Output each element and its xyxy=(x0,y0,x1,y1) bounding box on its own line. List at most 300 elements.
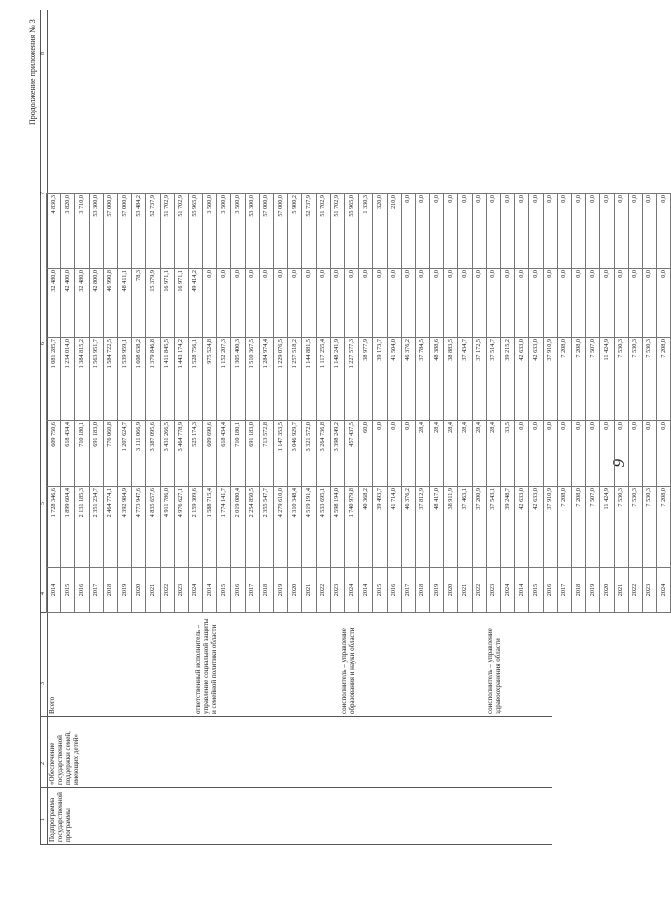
amount-cell: 60,0 xyxy=(359,421,373,487)
amount-cell: 0,0 xyxy=(529,194,543,269)
year-cell: 2020 xyxy=(288,568,302,613)
amount-cell: 51 702,9 xyxy=(330,194,344,269)
table-row xyxy=(515,194,529,613)
amount-cell: 53 300,0 xyxy=(89,194,103,269)
amount-cell: 0,0 xyxy=(628,421,642,487)
amount-cell: 0,0 xyxy=(642,269,656,338)
amount-cell: 0,0 xyxy=(529,269,543,338)
year-cell: 2015 xyxy=(61,568,75,613)
year-cell: 2024 xyxy=(501,568,515,613)
amount-cell: 3 264 736,8 xyxy=(316,421,330,487)
amount-cell: 776 060,8 xyxy=(103,421,117,487)
amount-cell: 48 411,1 xyxy=(117,269,131,338)
amount-cell: 1 330,3 xyxy=(359,194,373,269)
amount-cell: 1 728 346,6 xyxy=(47,487,61,568)
amount-cell: 0,0 xyxy=(543,421,557,487)
table-row xyxy=(586,194,600,613)
amount-cell: 0,0 xyxy=(628,269,642,338)
amount-cell: 0,0 xyxy=(472,269,486,338)
amount-cell: 0,0 xyxy=(571,421,585,487)
year-cell: 2019 xyxy=(274,568,288,613)
amount-cell: 4 392 984,9 xyxy=(117,487,131,568)
amount-cell: 0,0 xyxy=(600,421,614,487)
amount-cell: 1 899 604,4 xyxy=(61,487,75,568)
amount-cell: 7 530,3 xyxy=(642,338,656,421)
amount-cell: 37 812,9 xyxy=(415,487,429,568)
amount-cell: 0,0 xyxy=(501,269,515,338)
year-cell: 2020 xyxy=(132,568,146,613)
total-label: Всего xyxy=(48,696,56,714)
table-row xyxy=(217,194,231,613)
year-cell: 2017 xyxy=(89,568,103,613)
amount-cell: 11 424,9 xyxy=(600,338,614,421)
amount-cell: 42 800,0 xyxy=(89,269,103,338)
table-row xyxy=(203,194,217,613)
year-cell: 2014 xyxy=(47,568,61,613)
amount-cell: 7 530,3 xyxy=(642,487,656,568)
year-cell: 2017 xyxy=(245,568,259,613)
year-cell: 2023 xyxy=(642,568,656,613)
year-cell: 2022 xyxy=(160,568,174,613)
amount-cell: 1 528 756,1 xyxy=(188,338,202,421)
amount-cell: 41 714,0 xyxy=(387,487,401,568)
amount-cell: 7 530,3 xyxy=(614,338,628,421)
page-number: 6 xyxy=(609,458,628,467)
amount-cell: 39 215,2 xyxy=(501,338,515,421)
amount-cell: 609 690,6 xyxy=(203,421,217,487)
year-cell: 2023 xyxy=(174,568,188,613)
amount-cell: 0,0 xyxy=(642,421,656,487)
amount-cell: 37 514,7 xyxy=(486,338,500,421)
amount-cell: 3 111 066,9 xyxy=(132,421,146,487)
amount-cell: 7 530,3 xyxy=(614,487,628,568)
amount-cell: 710 180,1 xyxy=(231,421,245,487)
amount-cell: 7 507,0 xyxy=(586,487,600,568)
amount-cell: 37 543,1 xyxy=(486,487,500,568)
year-cell: 2018 xyxy=(259,568,273,613)
year-cell: 2014 xyxy=(359,568,373,613)
amount-cell: 7 208,0 xyxy=(571,487,585,568)
table-row xyxy=(600,194,614,613)
amount-cell: 0,0 xyxy=(203,269,217,338)
table-row xyxy=(288,194,302,613)
table-row xyxy=(529,194,543,613)
amount-cell: 41 504,0 xyxy=(387,338,401,421)
amount-cell: 0,0 xyxy=(458,194,472,269)
amount-cell: 3 431 266,5 xyxy=(160,421,174,487)
year-cell: 2015 xyxy=(529,568,543,613)
column-number: 1 xyxy=(40,818,46,821)
table-row xyxy=(430,194,444,613)
amount-cell: 0,0 xyxy=(415,194,429,269)
amount-cell: 0,0 xyxy=(472,194,486,269)
amount-cell: 51 702,9 xyxy=(160,194,174,269)
amount-cell: 4 835 657,6 xyxy=(146,487,160,568)
amount-cell: 2 019 080,4 xyxy=(231,487,245,568)
amount-cell: 57 000,0 xyxy=(274,194,288,269)
amount-cell: 1 588 715,4 xyxy=(203,487,217,568)
column-number: 7 xyxy=(40,192,46,195)
amount-cell: 609 750,6 xyxy=(47,421,61,487)
amount-cell: 1 411 845,5 xyxy=(160,338,174,421)
year-cell: 2019 xyxy=(430,568,444,613)
year-cell: 2021 xyxy=(458,568,472,613)
amount-cell: 2 131 185,3 xyxy=(75,487,89,568)
amount-cell: 28,4 xyxy=(444,421,458,487)
amount-cell: 7 507,0 xyxy=(586,338,600,421)
amount-cell: 1 081 285,7 xyxy=(47,338,61,421)
table-row xyxy=(373,194,387,613)
amount-cell: 618 434,4 xyxy=(61,421,75,487)
amount-cell: 37 434,7 xyxy=(458,338,472,421)
amount-cell: 38 911,9 xyxy=(444,487,458,568)
amount-cell: 0,0 xyxy=(245,269,259,338)
amount-cell: 38 883,5 xyxy=(444,338,458,421)
table-row xyxy=(387,194,401,613)
amount-cell: 40 368,2 xyxy=(359,487,373,568)
amount-cell: 42 633,0 xyxy=(529,338,543,421)
amount-cell: 7 208,0 xyxy=(557,338,571,421)
year-cell: 2021 xyxy=(614,568,628,613)
amount-cell: 0,0 xyxy=(571,194,585,269)
amount-cell: 39 173,7 xyxy=(373,338,387,421)
amount-cell: 57 000,0 xyxy=(259,194,273,269)
amount-cell: 320,0 xyxy=(373,194,387,269)
amount-cell: 5 900,2 xyxy=(288,194,302,269)
amount-cell: 1 740 979,8 xyxy=(344,487,358,568)
amount-cell: 0,0 xyxy=(614,421,628,487)
year-cell: 2014 xyxy=(515,568,529,613)
amount-cell: 1 234 014,0 xyxy=(61,338,75,421)
amount-cell: 1 148 241,9 xyxy=(330,338,344,421)
amount-cell: 0,0 xyxy=(288,269,302,338)
amount-cell: 48 417,0 xyxy=(430,487,444,568)
amount-cell: 0,0 xyxy=(330,269,344,338)
amount-cell: 525 174,3 xyxy=(188,421,202,487)
amount-cell: 1 147 353,5 xyxy=(274,421,288,487)
amount-cell: 0,0 xyxy=(415,269,429,338)
year-cell: 2021 xyxy=(146,568,160,613)
amount-cell: 0,0 xyxy=(387,269,401,338)
appendix-label: Продолжение приложения № 3 xyxy=(28,19,37,125)
amount-cell: 55 965,0 xyxy=(188,194,202,269)
subprogram-title: «Обеспечение государственной поддержки семей, имеющих детей» xyxy=(48,731,80,785)
amount-cell: 0,0 xyxy=(401,269,415,338)
amount-cell: 3 710,0 xyxy=(75,194,89,269)
coexecutor-education-label: соисполнитель – управление образования и науки области xyxy=(340,627,356,714)
amount-cell: 0,0 xyxy=(430,194,444,269)
amount-cell: 1 305 400,3 xyxy=(231,338,245,421)
table-row xyxy=(245,194,259,613)
amount-cell: 0,0 xyxy=(557,421,571,487)
amount-cell: 7 208,0 xyxy=(657,338,671,421)
amount-cell: 3 500,0 xyxy=(231,194,245,269)
amount-cell: 4 598 194,0 xyxy=(330,487,344,568)
year-cell: 2020 xyxy=(444,568,458,613)
amount-cell: 53 300,0 xyxy=(245,194,259,269)
amount-cell: 2 351 234,7 xyxy=(89,487,103,568)
amount-cell: 4 533 695,1 xyxy=(316,487,330,568)
amount-cell: 38 977,9 xyxy=(359,338,373,421)
column-number: 3 xyxy=(40,682,46,685)
column-border xyxy=(40,787,552,788)
amount-cell: 42 400,0 xyxy=(61,269,75,338)
amount-cell: 51 702,9 xyxy=(174,194,188,269)
table-row xyxy=(117,194,131,613)
year-cell: 2016 xyxy=(75,568,89,613)
amount-cell: 0,0 xyxy=(614,194,628,269)
table-row xyxy=(146,194,160,613)
table-row xyxy=(61,194,75,613)
program-label: Подпрограмма государственной программы xyxy=(48,792,72,842)
amount-cell: 0,0 xyxy=(387,421,401,487)
amount-cell: 4 830,3 xyxy=(47,194,61,269)
amount-cell: 710 180,1 xyxy=(75,421,89,487)
table-row xyxy=(344,194,358,613)
table-row xyxy=(359,194,373,613)
amount-cell: 1 117 255,4 xyxy=(316,338,330,421)
year-cell: 2016 xyxy=(543,568,557,613)
amount-cell: 0,0 xyxy=(515,269,529,338)
amount-cell: 0,0 xyxy=(217,269,231,338)
table-row xyxy=(231,194,245,613)
table-row xyxy=(501,194,515,613)
amount-cell: 52 737,9 xyxy=(146,194,160,269)
amount-cell: 1 144 881,5 xyxy=(302,338,316,421)
amount-cell: 1 584 722,5 xyxy=(103,338,117,421)
amount-cell: 1 510 367,5 xyxy=(245,338,259,421)
year-cell: 2019 xyxy=(117,568,131,613)
amount-cell: 28,4 xyxy=(486,421,500,487)
amount-cell: 11 424,9 xyxy=(600,487,614,568)
amount-cell: 3 398 249,2 xyxy=(330,421,344,487)
table-row xyxy=(160,194,174,613)
column-number: 4 xyxy=(40,592,46,595)
amount-cell: 0,0 xyxy=(501,194,515,269)
year-cell: 2021 xyxy=(302,568,316,613)
amount-cell: 0,0 xyxy=(515,194,529,269)
amount-cell: 52 737,9 xyxy=(302,194,316,269)
amount-cell: 39 248,7 xyxy=(501,487,515,568)
amount-cell: 2 464 774,1 xyxy=(103,487,117,568)
amount-cell: 39 493,7 xyxy=(373,487,387,568)
amount-cell: 0,0 xyxy=(316,269,330,338)
amount-cell: 0,0 xyxy=(444,269,458,338)
amount-cell: 49 414,2 xyxy=(188,269,202,338)
table-row xyxy=(274,194,288,613)
amount-cell: 0,0 xyxy=(543,194,557,269)
table-row xyxy=(188,194,202,613)
column-number: 8 xyxy=(40,52,46,55)
table-row xyxy=(89,194,103,613)
year-cell: 2015 xyxy=(217,568,231,613)
year-cell: 2017 xyxy=(401,568,415,613)
amount-cell: 0,0 xyxy=(657,421,671,487)
year-cell: 2020 xyxy=(600,568,614,613)
year-cell: 2018 xyxy=(571,568,585,613)
amount-cell: 0,0 xyxy=(586,421,600,487)
year-cell: 2022 xyxy=(628,568,642,613)
amount-cell: 42 633,0 xyxy=(515,487,529,568)
amount-cell: 16 971,1 xyxy=(160,269,174,338)
table-row xyxy=(132,194,146,613)
year-cell: 2014 xyxy=(203,568,217,613)
amount-cell: 3 820,0 xyxy=(61,194,75,269)
amount-cell: 0,0 xyxy=(231,269,245,338)
amount-cell: 0,0 xyxy=(586,269,600,338)
table-row xyxy=(316,194,330,613)
table-row xyxy=(174,194,188,613)
amount-cell: 0,0 xyxy=(586,194,600,269)
amount-cell: 37 784,5 xyxy=(415,338,429,421)
responsible-executor-label: ответственный исполнитель – управление социальной защиты и семейной политики области xyxy=(194,618,218,714)
amount-cell: 0,0 xyxy=(458,269,472,338)
column-border xyxy=(40,716,552,717)
column-number: 2 xyxy=(40,762,46,765)
amount-cell: 3 464 778,9 xyxy=(174,421,188,487)
amount-cell: 37 910,9 xyxy=(543,338,557,421)
amount-cell: 42 633,0 xyxy=(529,487,543,568)
amount-cell: 0,0 xyxy=(444,194,458,269)
amount-cell: 1 774 141,7 xyxy=(217,487,231,568)
amount-cell: 33,5 xyxy=(501,421,515,487)
amount-cell: 1 443 174,2 xyxy=(174,338,188,421)
year-cell: 2022 xyxy=(316,568,330,613)
amount-cell: 42 633,0 xyxy=(515,338,529,421)
amount-cell: 2 254 850,5 xyxy=(245,487,259,568)
amount-cell: 48 388,6 xyxy=(430,338,444,421)
amount-cell: 46 376,2 xyxy=(401,338,415,421)
year-cell: 2016 xyxy=(387,568,401,613)
amount-cell: 7 208,0 xyxy=(557,487,571,568)
amount-cell: 4 310 348,4 xyxy=(288,487,302,568)
year-cell: 2024 xyxy=(188,568,202,613)
amount-cell: 618 434,4 xyxy=(217,421,231,487)
amount-cell: 1 384 815,2 xyxy=(75,338,89,421)
amount-cell: 1 539 959,1 xyxy=(117,338,131,421)
amount-cell: 4 976 627,1 xyxy=(174,487,188,568)
table-row xyxy=(486,194,500,613)
amount-cell: 4 911 786,0 xyxy=(160,487,174,568)
amount-cell: 0,0 xyxy=(600,194,614,269)
table-row xyxy=(415,194,429,613)
table-row xyxy=(571,194,585,613)
amount-cell: 0,0 xyxy=(628,194,642,269)
amount-cell: 1 152 207,3 xyxy=(217,338,231,421)
year-cell: 2023 xyxy=(330,568,344,613)
amount-cell: 0,0 xyxy=(274,269,288,338)
amount-cell: 1 608 638,2 xyxy=(132,338,146,421)
coexecutor-health-label: соисполнитель – управление здравоохранения области xyxy=(486,628,502,714)
amount-cell: 1 379 846,8 xyxy=(146,338,160,421)
amount-cell: 713 572,8 xyxy=(259,421,273,487)
amount-cell: 7 208,0 xyxy=(571,338,585,421)
year-cell: 2017 xyxy=(557,568,571,613)
amount-cell: 0,0 xyxy=(657,194,671,269)
funding-table xyxy=(46,193,671,613)
amount-cell: 78,3 xyxy=(132,269,146,338)
amount-cell: 210,0 xyxy=(387,194,401,269)
table-row xyxy=(543,194,557,613)
amount-cell: 46 990,8 xyxy=(103,269,117,338)
amount-cell: 1 284 974,4 xyxy=(259,338,273,421)
year-cell: 2019 xyxy=(586,568,600,613)
amount-cell: 57 000,0 xyxy=(103,194,117,269)
year-cell: 2016 xyxy=(231,568,245,613)
amount-cell: 37 910,9 xyxy=(543,487,557,568)
amount-cell: 691 183,0 xyxy=(89,421,103,487)
amount-cell: 457 437,5 xyxy=(344,421,358,487)
amount-cell: 0,0 xyxy=(515,421,529,487)
amount-cell: 1 207 624,7 xyxy=(117,421,131,487)
amount-cell: 0,0 xyxy=(373,269,387,338)
column-number: 5 xyxy=(40,502,46,505)
amount-cell: 28,4 xyxy=(458,421,472,487)
amount-cell: 3 387 095,6 xyxy=(146,421,160,487)
amount-cell: 0,0 xyxy=(543,269,557,338)
table-row xyxy=(642,194,656,613)
amount-cell: 37 172,5 xyxy=(472,338,486,421)
amount-cell: 0,0 xyxy=(373,421,387,487)
amount-cell: 1 563 951,7 xyxy=(89,338,103,421)
table-row xyxy=(330,194,344,613)
table-row xyxy=(401,194,415,613)
table-row xyxy=(614,194,628,613)
amount-cell: 0,0 xyxy=(486,194,500,269)
amount-cell: 3 321 572,0 xyxy=(302,421,316,487)
year-cell: 2015 xyxy=(373,568,387,613)
amount-cell: 57 000,0 xyxy=(117,194,131,269)
table-row xyxy=(458,194,472,613)
amount-cell: 0,0 xyxy=(657,269,671,338)
amount-cell: 55 965,0 xyxy=(344,194,358,269)
amount-cell: 975 524,8 xyxy=(203,338,217,421)
year-cell: 2024 xyxy=(657,568,671,613)
amount-cell: 15 379,9 xyxy=(146,269,160,338)
amount-cell: 28,4 xyxy=(430,421,444,487)
amount-cell: 32 480,0 xyxy=(47,269,61,338)
table-row xyxy=(75,194,89,613)
amount-cell: 28,4 xyxy=(472,421,486,487)
table-row xyxy=(657,194,671,613)
amount-cell: 0,0 xyxy=(344,269,358,338)
amount-cell: 16 971,1 xyxy=(174,269,188,338)
table-row xyxy=(302,194,316,613)
amount-cell: 2 159 309,6 xyxy=(188,487,202,568)
amount-cell: 0,0 xyxy=(302,269,316,338)
amount-cell: 0,0 xyxy=(401,421,415,487)
table-row xyxy=(444,194,458,613)
amount-cell: 0,0 xyxy=(259,269,273,338)
amount-cell: 4 279 610,0 xyxy=(274,487,288,568)
amount-cell: 0,0 xyxy=(571,269,585,338)
amount-cell: 37 200,9 xyxy=(472,487,486,568)
amount-cell: 0,0 xyxy=(430,269,444,338)
year-cell: 2024 xyxy=(344,568,358,613)
amount-cell: 3 046 929,7 xyxy=(288,421,302,487)
table-row xyxy=(103,194,117,613)
amount-cell: 2 355 547,7 xyxy=(259,487,273,568)
year-cell: 2018 xyxy=(415,568,429,613)
amount-cell: 0,0 xyxy=(557,269,571,338)
amount-cell: 691 183,0 xyxy=(245,421,259,487)
amount-cell: 46 376,2 xyxy=(401,487,415,568)
amount-cell: 3 500,0 xyxy=(203,194,217,269)
amount-cell: 53 484,2 xyxy=(132,194,146,269)
amount-cell: 0,0 xyxy=(401,194,415,269)
amount-cell: 37 463,1 xyxy=(458,487,472,568)
amount-cell: 0,0 xyxy=(614,269,628,338)
